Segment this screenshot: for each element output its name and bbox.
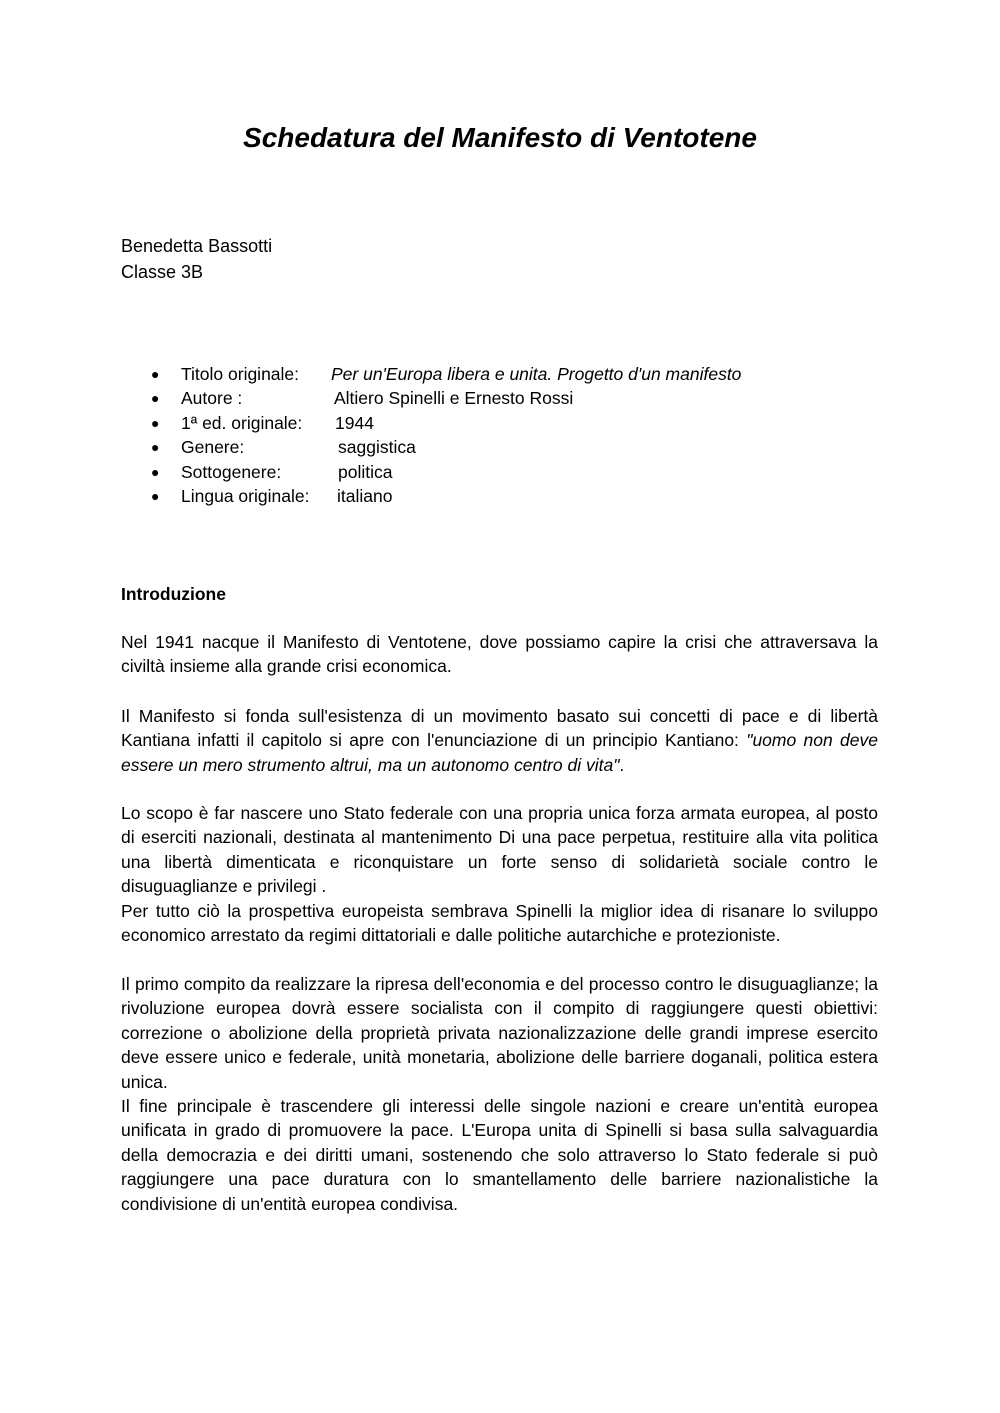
paragraph-2 — [121, 704, 878, 777]
info-label: Autore : — [181, 388, 243, 409]
paragraph-5: Il primo compito da realizzare la ripresa dell'economia e del processo contro le disuguaglianze; la rivoluzione europea dovrà essere socialista con il compito di raggiungere questi obiettivi: correzione o abolizione della proprietà privata nazionalizzazione delle grandi imprese esercito deve essere unico e federale, unità monetaria, abolizione delle barriere doganali, politica estera unica. — [121, 974, 878, 1092]
paragraph-2-end: . — [619, 754, 625, 775]
info-value: saggistica — [338, 437, 416, 458]
info-label: Sottogenere: — [181, 461, 282, 482]
paragraph-6: Il fine principale è trascendere gli interessi delle singole nazioni e creare un'entità europea unificata in grado di promuovere la pace. L'Europa unita di Spinelli si basa sulla salvaguardia della democrazia e dei diritti umani, sostenendo che solo attraverso lo Stato federale si può raggiungere una pace duratura con lo smantellamento delle barriere nazionalistiche la condivisione di un'entità europea condivisa. — [121, 1096, 878, 1214]
info-value: politica — [338, 461, 393, 482]
paragraph-4: Per tutto ciò la prospettiva europeista sembrava Spinelli la miglior idea di risanare lo sviluppo economico arrestato da regimi dittatoriali e dalle politiche autarchiche e protezioniste. — [121, 901, 878, 946]
author-class: Classe 3B — [121, 262, 204, 282]
author-name: Benedetta Bassotti — [121, 236, 273, 256]
paragraph-1: Nel 1941 nacque il Manifesto di Ventotene, dove possiamo capire la crisi che attraversava la civiltà insieme alla grande crisi economica. — [121, 632, 878, 677]
author-block — [121, 233, 272, 285]
info-label: 1ª ed. originale: — [181, 412, 303, 433]
info-value: Altiero Spinelli e Ernesto Rossi — [334, 388, 574, 409]
info-label: Titolo originale: — [181, 364, 300, 384]
bullet-icon: ● — [151, 463, 160, 480]
bullet-icon: ● — [151, 414, 160, 431]
info-value: Per un'Europa libera e unita. Progetto d'un manifesto — [331, 364, 742, 384]
info-label: Genere: — [181, 437, 245, 458]
kant-quote: "uomo non deve essere un mero strumento altrui, ma un autonomo centro di vita" — [121, 730, 878, 775]
section-heading-introduction: Introduzione — [121, 584, 226, 604]
info-value: italiano — [337, 485, 393, 506]
bullet-icon: ● — [151, 390, 160, 407]
paragraph-3: Lo scopo è far nascere uno Stato federale con una propria unica forza armata europea, al posto di eserciti nazionali, destinata al mantenimento Di una pace perpetua, restituire alla vita politica una libertà dimenticata e riconquistare un forte senso di solidarietà sociale contro le disuguaglianze e privilegi . — [121, 803, 878, 897]
info-label: Lingua originale: — [181, 485, 310, 506]
bullet-icon: ● — [151, 366, 160, 382]
bullet-icon: ● — [151, 487, 160, 504]
bullet-icon: ● — [151, 439, 160, 456]
document-title: Schedatura del Manifesto di Ventotene — [243, 122, 757, 153]
paragraph-2-text: Il Manifesto si fonda sull'esistenza di un movimento basato sui concetti di pace e di libertà Kantiana infatti il capitolo si apre con l'enunciazione di un principio Kantiano: — [121, 706, 878, 751]
info-value: 1944 — [335, 412, 374, 433]
